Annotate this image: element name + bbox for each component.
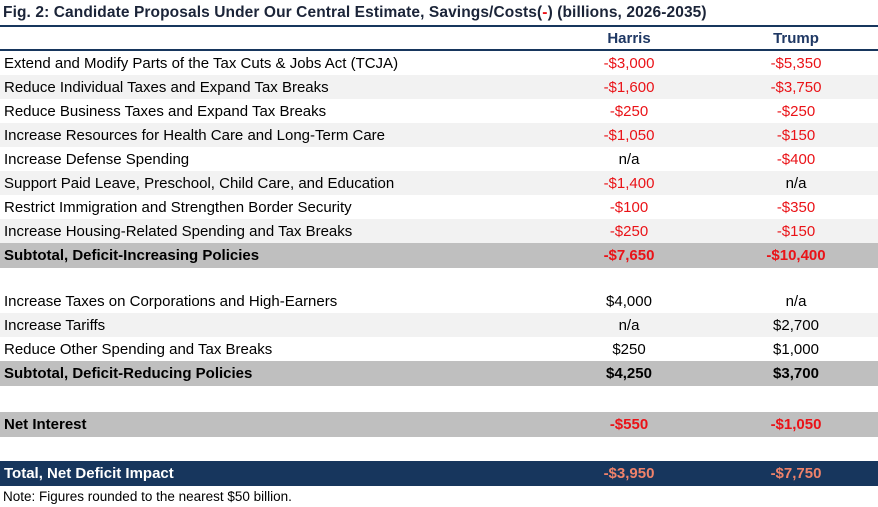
spacer-row bbox=[0, 437, 878, 461]
harris-value: -$7,650 bbox=[603, 247, 655, 264]
table-body bbox=[0, 51, 878, 486]
trump-value: -$150 bbox=[776, 222, 816, 240]
harris-value: -$100 bbox=[609, 198, 649, 216]
row-label: Subtotal, Deficit-Reducing Policies bbox=[4, 365, 253, 382]
harris-value: $4,000 bbox=[606, 292, 652, 310]
figure-title bbox=[0, 0, 878, 27]
trump-value: -$5,350 bbox=[770, 54, 822, 72]
table-row bbox=[0, 51, 878, 75]
table-row bbox=[0, 313, 878, 337]
trump-value: -$150 bbox=[776, 126, 816, 144]
harris-value: -$1,050 bbox=[603, 126, 655, 144]
row-label: Increase Housing-Related Spending and Tax Breaks bbox=[4, 222, 353, 240]
footnote: Note: Figures rounded to the nearest $50 billion. bbox=[3, 489, 292, 504]
table-row bbox=[0, 195, 878, 219]
table-row bbox=[0, 171, 878, 195]
table-row bbox=[0, 289, 878, 313]
trump-value: -$1,050 bbox=[770, 416, 822, 433]
row-label: Total, Net Deficit Impact bbox=[4, 465, 174, 482]
row-label: Reduce Other Spending and Tax Breaks bbox=[4, 340, 273, 358]
table-row bbox=[0, 123, 878, 147]
harris-value: -$250 bbox=[609, 222, 649, 240]
harris-value: -$550 bbox=[609, 416, 649, 433]
table-row bbox=[0, 361, 878, 386]
trump-value: -$7,750 bbox=[770, 465, 822, 482]
table-header-row bbox=[0, 27, 878, 51]
table-row bbox=[0, 219, 878, 243]
harris-value: $250 bbox=[612, 340, 646, 358]
row-label: Support Paid Leave, Preschool, Child Care, and Education bbox=[4, 174, 395, 192]
table-row bbox=[0, 147, 878, 171]
harris-value: -$3,000 bbox=[603, 54, 655, 72]
harris-value: -$3,950 bbox=[603, 465, 655, 482]
negative-sign-legend: - bbox=[542, 4, 548, 21]
trump-value: -$250 bbox=[776, 102, 816, 120]
table-row bbox=[0, 75, 878, 99]
trump-value: $2,700 bbox=[773, 316, 819, 334]
row-label: Subtotal, Deficit-Increasing Policies bbox=[4, 247, 260, 264]
trump-value: n/a bbox=[785, 174, 807, 192]
row-label: Restrict Immigration and Strengthen Border Security bbox=[4, 198, 352, 216]
trump-value: -$350 bbox=[776, 198, 816, 216]
table-row bbox=[0, 412, 878, 437]
figure-title-suffix: ) (billions, 2026-2035) bbox=[547, 4, 707, 21]
harris-value: n/a bbox=[618, 316, 640, 334]
harris-value: -$1,600 bbox=[603, 78, 655, 96]
spacer-row bbox=[0, 386, 878, 412]
figure-title-text: Fig. 2: Candidate Proposals Under Our Central Estimate, Savings/Costs( bbox=[3, 4, 543, 21]
table-row bbox=[0, 243, 878, 268]
trump-value: n/a bbox=[785, 292, 807, 310]
table-row bbox=[0, 461, 878, 486]
trump-value: $3,700 bbox=[773, 365, 819, 382]
spacer-row bbox=[0, 268, 878, 289]
row-label: Net Interest bbox=[4, 416, 87, 433]
column-header-trump: Trump bbox=[773, 29, 819, 47]
trump-value: $1,000 bbox=[773, 340, 819, 358]
table-row bbox=[0, 337, 878, 361]
column-header-harris: Harris bbox=[607, 29, 651, 47]
harris-value: $4,250 bbox=[606, 365, 652, 382]
trump-value: -$400 bbox=[776, 150, 816, 168]
row-label: Increase Taxes on Corporations and High-Earners bbox=[4, 292, 338, 310]
row-label: Reduce Individual Taxes and Expand Tax Breaks bbox=[4, 78, 329, 96]
harris-value: -$250 bbox=[609, 102, 649, 120]
row-label: Increase Tariffs bbox=[4, 316, 106, 334]
row-label: Extend and Modify Parts of the Tax Cuts & Jobs Act (TCJA) bbox=[4, 54, 399, 72]
harris-value: n/a bbox=[618, 150, 640, 168]
row-label: Increase Defense Spending bbox=[4, 150, 190, 168]
row-label: Increase Resources for Health Care and Long-Term Care bbox=[4, 126, 386, 144]
table-row bbox=[0, 99, 878, 123]
row-label: Reduce Business Taxes and Expand Tax Breaks bbox=[4, 102, 327, 120]
trump-value: -$3,750 bbox=[770, 78, 822, 96]
harris-value: -$1,400 bbox=[603, 174, 655, 192]
trump-value: -$10,400 bbox=[766, 247, 826, 264]
